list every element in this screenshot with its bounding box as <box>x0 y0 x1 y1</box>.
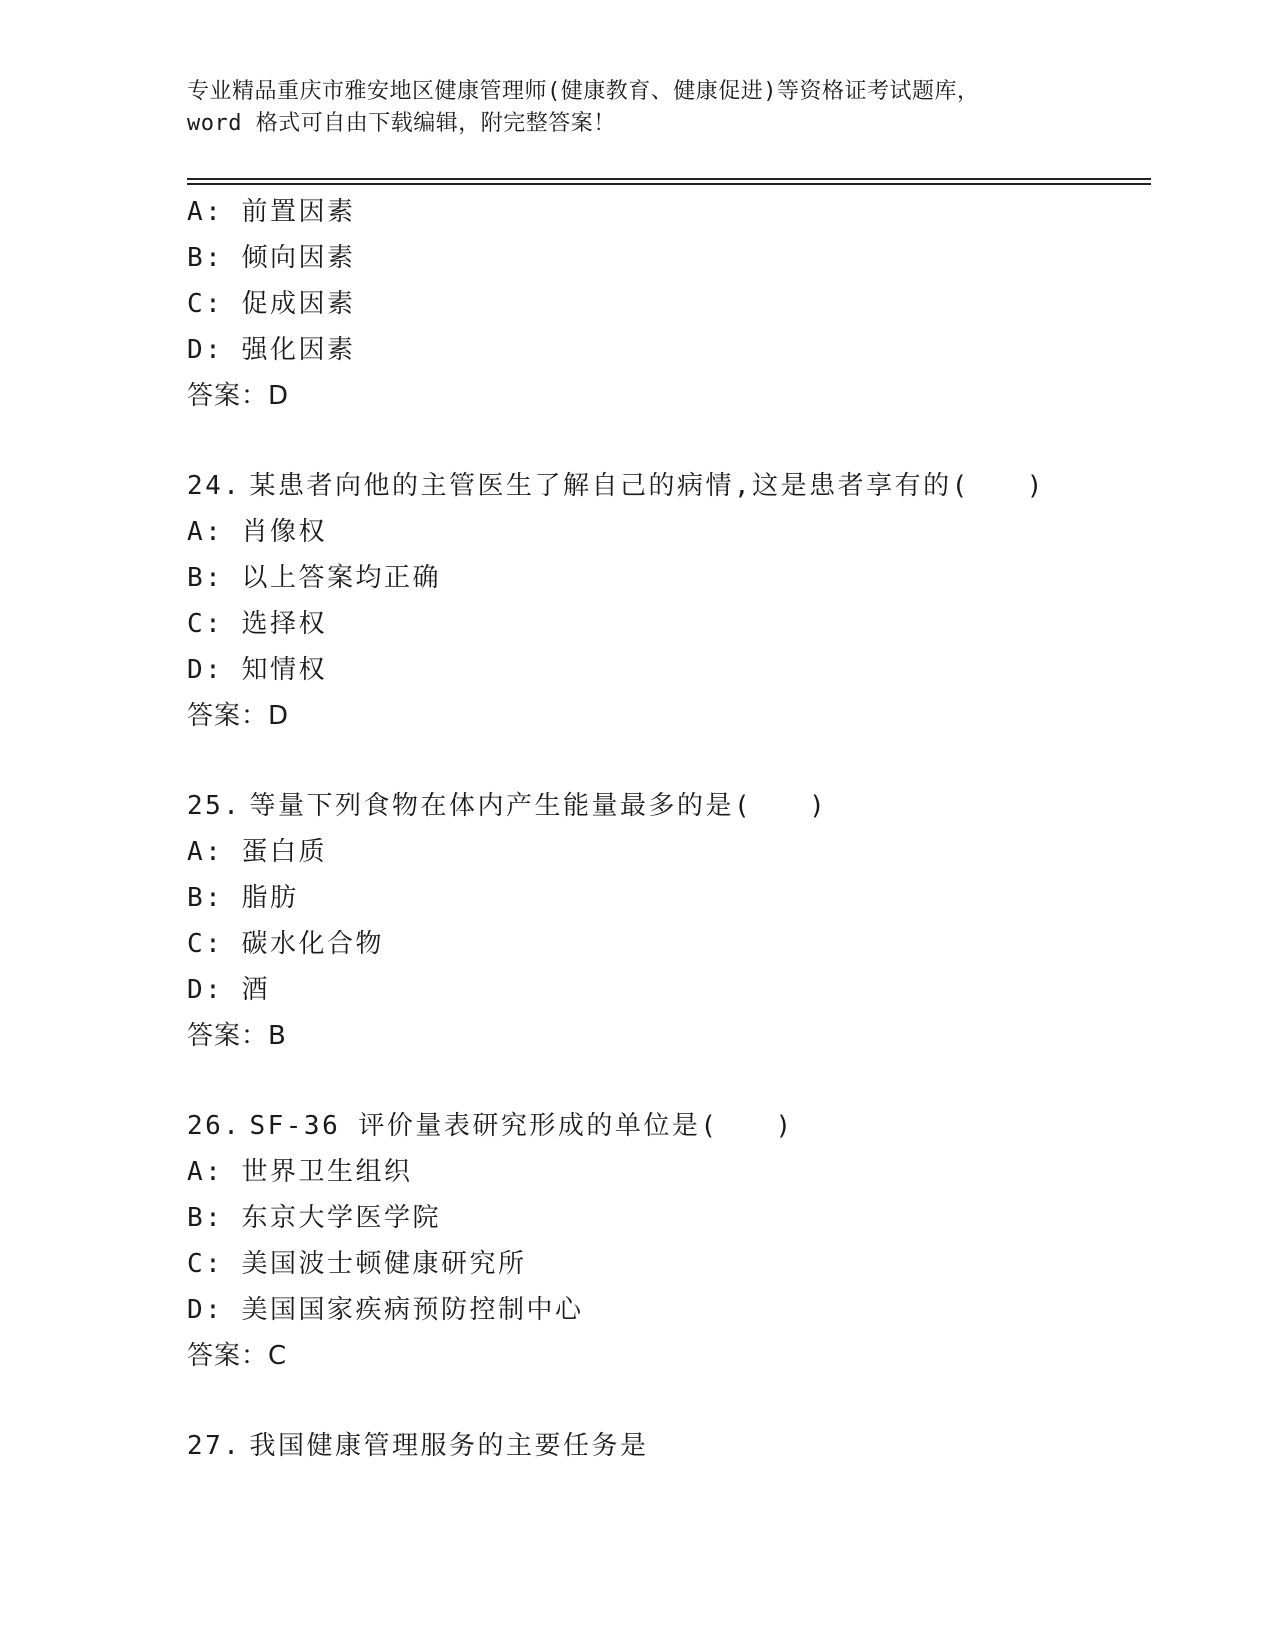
option-b: B: 脂肪 <box>187 883 299 913</box>
question-23-continued <box>187 189 1147 419</box>
question-stem <box>187 463 1147 509</box>
question-text: 等量下列食物在体内产生能量最多的是( ) <box>249 791 828 821</box>
header-title-line2: word 格式可自由下载编辑，附完整答案！ <box>187 111 616 136</box>
question-number: 24. <box>187 471 242 501</box>
question-stem <box>187 1423 1147 1469</box>
question-26 <box>187 1103 1147 1379</box>
header-divider-bottom <box>187 183 1151 185</box>
question-27 <box>187 1423 1147 1469</box>
option-c: C: 美国波士顿健康研究所 <box>187 1249 527 1279</box>
option-d: D: 强化因素 <box>187 335 356 365</box>
option-d: D: 知情权 <box>187 655 327 685</box>
option-a: A: 肖像权 <box>187 517 327 547</box>
option-b: B: 东京大学医学院 <box>187 1203 441 1233</box>
option-a: A: 前置因素 <box>187 197 356 227</box>
question-text: 某患者向他的主管医生了解自己的病情,这是患者享有的( ) <box>249 471 1045 501</box>
option-d: D: 美国国家疾病预防控制中心 <box>187 1295 584 1325</box>
answer: 答案：B <box>187 1021 287 1051</box>
question-list <box>187 189 1147 1469</box>
answer: 答案：D <box>187 381 290 411</box>
option-a: A: 世界卫生组织 <box>187 1157 413 1187</box>
header-title-line1: 专业精品重庆市雅安地区健康管理师(健康教育、健康促进)等资格证考试题库， <box>187 79 980 104</box>
question-text: SF-36 评价量表研究形成的单位是( ) <box>249 1111 794 1141</box>
question-text: 我国健康管理服务的主要任务是 <box>249 1431 649 1461</box>
option-b: B: 倾向因素 <box>187 243 356 273</box>
question-stem <box>187 1103 1147 1149</box>
question-24 <box>187 463 1147 739</box>
question-number: 27. <box>187 1431 242 1461</box>
question-number: 26. <box>187 1111 242 1141</box>
option-a: A: 蛋白质 <box>187 837 327 867</box>
document-header <box>187 76 1067 140</box>
answer: 答案：C <box>187 1341 288 1371</box>
option-b: B: 以上答案均正确 <box>187 563 441 593</box>
option-c: C: 碳水化合物 <box>187 929 384 959</box>
question-number: 25. <box>187 791 242 821</box>
header-divider-top <box>187 178 1151 180</box>
option-c: C: 促成因素 <box>187 289 356 319</box>
question-stem <box>187 783 1147 829</box>
option-c: C: 选择权 <box>187 609 327 639</box>
answer: 答案：D <box>187 701 290 731</box>
option-d: D: 酒 <box>187 975 270 1005</box>
question-25 <box>187 783 1147 1059</box>
